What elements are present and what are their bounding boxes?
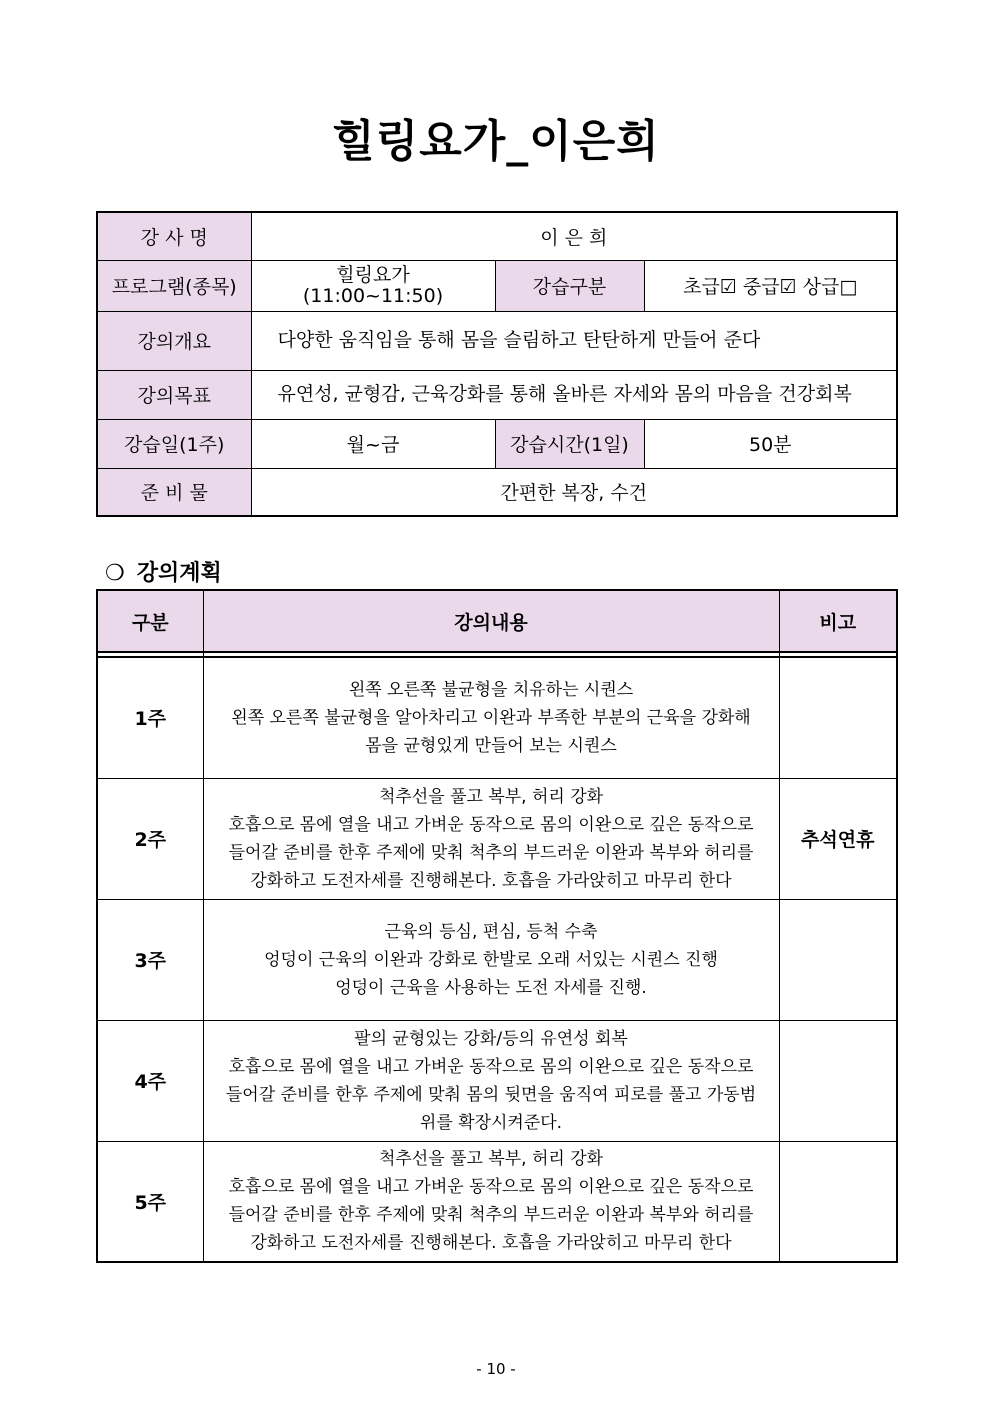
table-row (97, 657, 897, 778)
program-time: (11:00~11:50) (302, 284, 444, 307)
content-line: 들어갈 준비를 한후 주제에 맞춰 몸의 뒷면을 움직여 피로를 풀고 가동범 (225, 1084, 757, 1105)
content-line: 엉덩이 근육을 사용하는 도전 자세를 진행. (335, 977, 647, 998)
content-line: 강화하고 도전자세를 진행해본다. 호흡을 가라앉히고 마무리 한다 (250, 870, 732, 891)
instructor-value: 이 은 희 (251, 212, 897, 260)
week-label: 5주 (97, 1141, 203, 1262)
content-line: 엉덩이 근육의 이완과 강화로 한발로 오래 서있는 시퀀스 진행 (264, 949, 718, 970)
content-line: 들어갈 준비를 한후 주제에 맞춰 척추의 부드러운 이완과 복부와 허리를 (228, 1205, 754, 1226)
week-note (779, 1141, 897, 1262)
content-line: 호흡으로 몸에 열을 내고 가벼운 동작으로 몸의 이완으로 깊은 동작으로 (228, 814, 754, 835)
week-label: 4주 (97, 1020, 203, 1141)
content-line: 강화하고 도전자세를 진행해본다. 호흡을 가라앉히고 마무리 한다 (250, 1233, 732, 1254)
overview-label: 강의개요 (97, 311, 251, 370)
page-number: - 10 - (476, 1360, 516, 1378)
week-label: 2주 (97, 778, 203, 899)
week-content (203, 899, 779, 1020)
content-line: 척추선을 풀고 복부, 허리 강화 (378, 786, 604, 807)
materials-row (97, 468, 897, 516)
section-title: 강의계획 (136, 561, 222, 586)
content-line: 들어갈 준비를 한후 주제에 맞춰 척추의 부드러운 이완과 복부와 허리를 (228, 842, 754, 863)
level-label: 강습구분 (495, 260, 644, 311)
content-line: 위를 확장시켜준다. (419, 1112, 563, 1133)
instructor-label: 강 사 명 (97, 212, 251, 260)
materials-value: 간편한 복장, 수건 (251, 468, 897, 516)
time-label: 강습시간(1일) (495, 419, 644, 468)
week-note (779, 899, 897, 1020)
goal-label: 강의목표 (97, 370, 251, 419)
content-line: 팔의 균형있는 강화/등의 유연성 회복 (354, 1028, 628, 1049)
week-content (203, 778, 779, 899)
content-line: 척추선을 풀고 복부, 허리 강화 (378, 1149, 604, 1170)
level-value: 초급☑ 중급☑ 상급□ (644, 260, 897, 311)
table-row (97, 899, 897, 1020)
program-label: 프로그램(종목) (97, 260, 251, 311)
materials-label: 준 비 물 (97, 468, 251, 516)
content-line: 몸을 균형있게 만들어 보는 시퀀스 (365, 735, 617, 756)
schedule-row (97, 419, 897, 468)
header-note: 비고 (779, 590, 897, 652)
content-line: 호흡으로 몸에 열을 내고 가벼운 동작으로 몸의 이완으로 깊은 동작으로 (228, 1056, 754, 1077)
program-value (251, 260, 495, 311)
content-line: 왼쪽 오른쪽 불균형을 치유하는 시퀀스 (348, 679, 634, 700)
program-row (97, 260, 897, 311)
time-value: 50분 (644, 419, 897, 468)
table-row (97, 1141, 897, 1262)
week-note (779, 1020, 897, 1141)
goal-value: 유연성, 균형감, 근육강화를 통해 올바른 자세와 몸의 마음을 건강회복 (251, 370, 897, 419)
overview-row (97, 311, 897, 370)
table-row (97, 778, 897, 899)
week-note (779, 657, 897, 778)
week-content (203, 657, 779, 778)
week-label: 1주 (97, 657, 203, 778)
instructor-row (97, 212, 897, 260)
header-week: 구분 (97, 590, 203, 652)
content-line: 근육의 등심, 편심, 등척 수축 (384, 921, 598, 942)
circle-bullet-icon: ❍ (105, 561, 125, 586)
days-value: 월~금 (251, 419, 495, 468)
plan-header-row (97, 590, 897, 652)
overview-value: 다양한 움직임을 통해 몸을 슬림하고 탄탄하게 만들어 준다 (251, 311, 897, 370)
lecture-plan-table (96, 589, 898, 1263)
header-content: 강의내용 (203, 590, 779, 652)
week-label: 3주 (97, 899, 203, 1020)
course-info-table (96, 211, 898, 517)
document-title: 힐링요가_이은희 (332, 116, 660, 167)
week-content (203, 1141, 779, 1262)
week-note: 추석연휴 (779, 778, 897, 899)
section-heading (105, 556, 222, 587)
week-content (203, 1020, 779, 1141)
goal-row (97, 370, 897, 419)
content-line: 호흡으로 몸에 열을 내고 가벼운 동작으로 몸의 이완으로 깊은 동작으로 (228, 1177, 754, 1198)
content-line: 왼쪽 오른쪽 불균형을 알아차리고 이완과 부족한 부분의 근육을 강화해 (231, 707, 751, 728)
days-label: 강습일(1주) (97, 419, 251, 468)
program-name: 힐링요가 (336, 263, 410, 286)
table-row (97, 1020, 897, 1141)
